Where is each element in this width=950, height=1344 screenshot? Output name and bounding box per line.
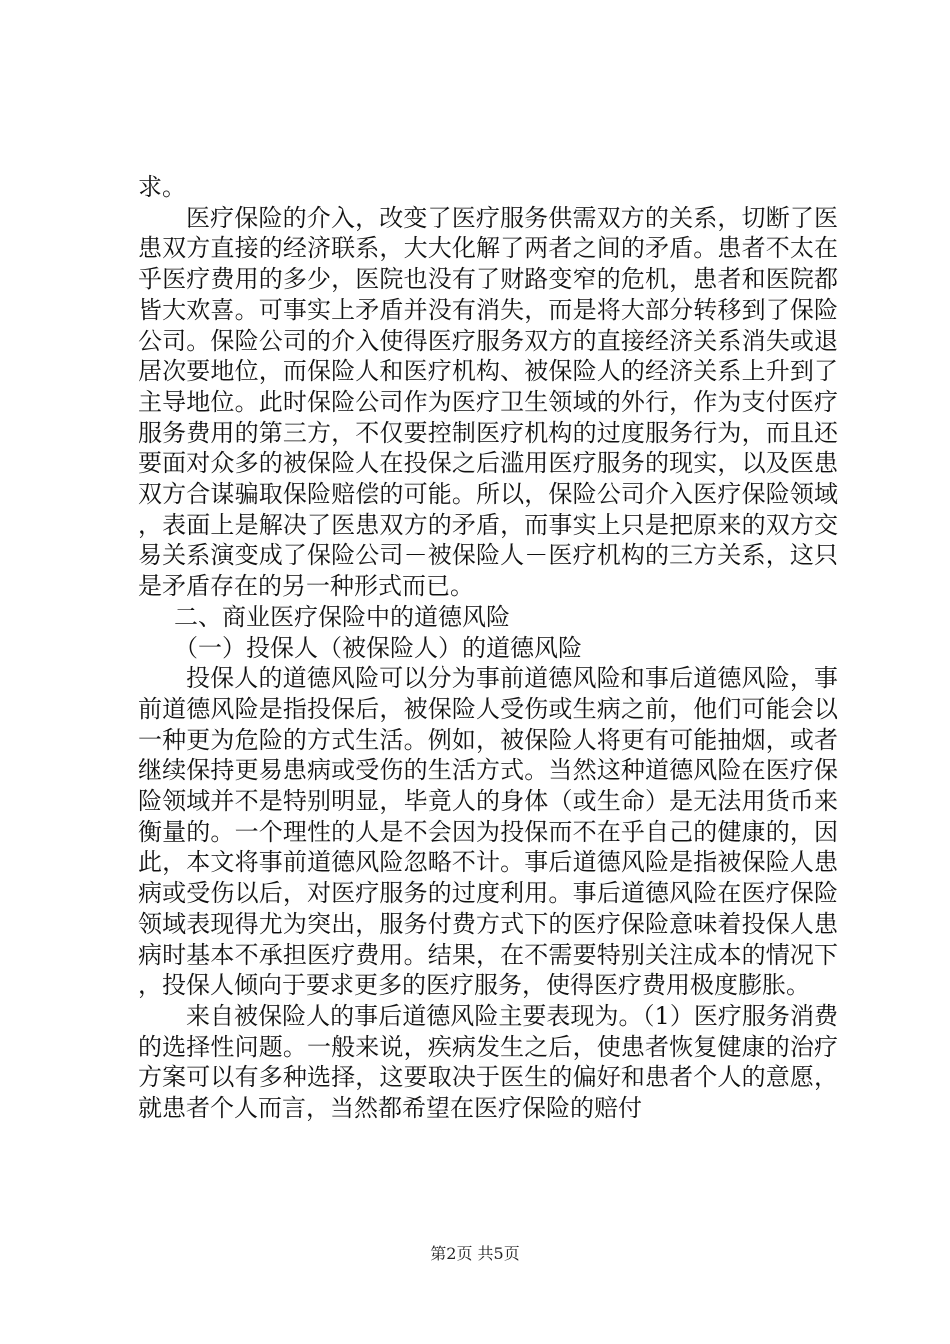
paragraph-continuation: 求。 — [138, 173, 186, 201]
document-body — [138, 172, 838, 1124]
paragraph-ex-post-moral-risk: 来自被保险人的事后道德风险主要表现为。（1）医疗服务消费的选择性问题。一般来说，疾病发生之后，使患者恢复健康的治疗方案可以有多种选择，这要取决于医生的偏好和患者个人的意愿，就患者个人而言，当然都希望在医疗保险的赔付 — [138, 1001, 838, 1123]
paragraph-policyholder-moral-risk: 投保人的道德风险可以分为事前道德风险和事后道德风险，事前道德风险是指投保后，被保险人受伤或生病之前，他们可能会以一种更为危险的方式生活。例如，被保险人将更有可能抽烟，或者继续保持更易患病或受伤的生活方式。当然这种道德风险在医疗保险领域并不是特别明显，毕竟人的身体（或生命）是无法用货币来衡量的。一个理性的人是不会因为投保而不在乎自己的健康的，因此，本文将事前道德风险忽略不计。事后道德风险是指被保险人患病或受伤以后，对医疗服务的过度利用。事后道德风险在医疗保险领域表现得尤为突出，服务付费方式下的医疗保险意味着投保人患病时基本不承担医疗费用。结果，在不需要特别关注成本的情况下，投保人倾向于要求更多的医疗服务，使得医疗费用极度膨胀。 — [138, 664, 838, 1000]
paragraph-medical-insurance-intervention: 医疗保险的介入，改变了医疗服务供需双方的关系，切断了医患双方直接的经济联系，大大化解了两者之间的矛盾。患者不太在乎医疗费用的多少，医院也没有了财路变窄的危机，患者和医院都皆大欢喜。可事实上矛盾并没有消失，而是将大部分转移到了保险公司。保险公司的介入使得医疗服务双方的直接经济关系消失或退居次要地位，而保险人和医疗机构、被保险人的经济关系上升到了主导地位。此时保险公司作为医疗卫生领域的外行，作为支付医疗服务费用的第三方，不仅要控制医疗机构的过度服务行为，而且还要面对众多的被保险人在投保之后滥用医疗服务的现实，以及医患双方合谋骗取保险赔偿的可能。所以，保险公司介入医疗保险领域，表面上是解决了医患双方的矛盾，而事实上只是把原来的双方交易关系演变成了保险公司－被保险人－医疗机构的三方关系，这只是矛盾存在的另一种形式而已。 — [138, 203, 838, 601]
subsection-heading: （一）投保人（被保险人）的道德风险 — [174, 633, 582, 662]
section-heading: 二、商业医疗保险中的道德风险 — [174, 602, 510, 631]
page-number-footer: 第2页 共5页 — [430, 1244, 520, 1263]
